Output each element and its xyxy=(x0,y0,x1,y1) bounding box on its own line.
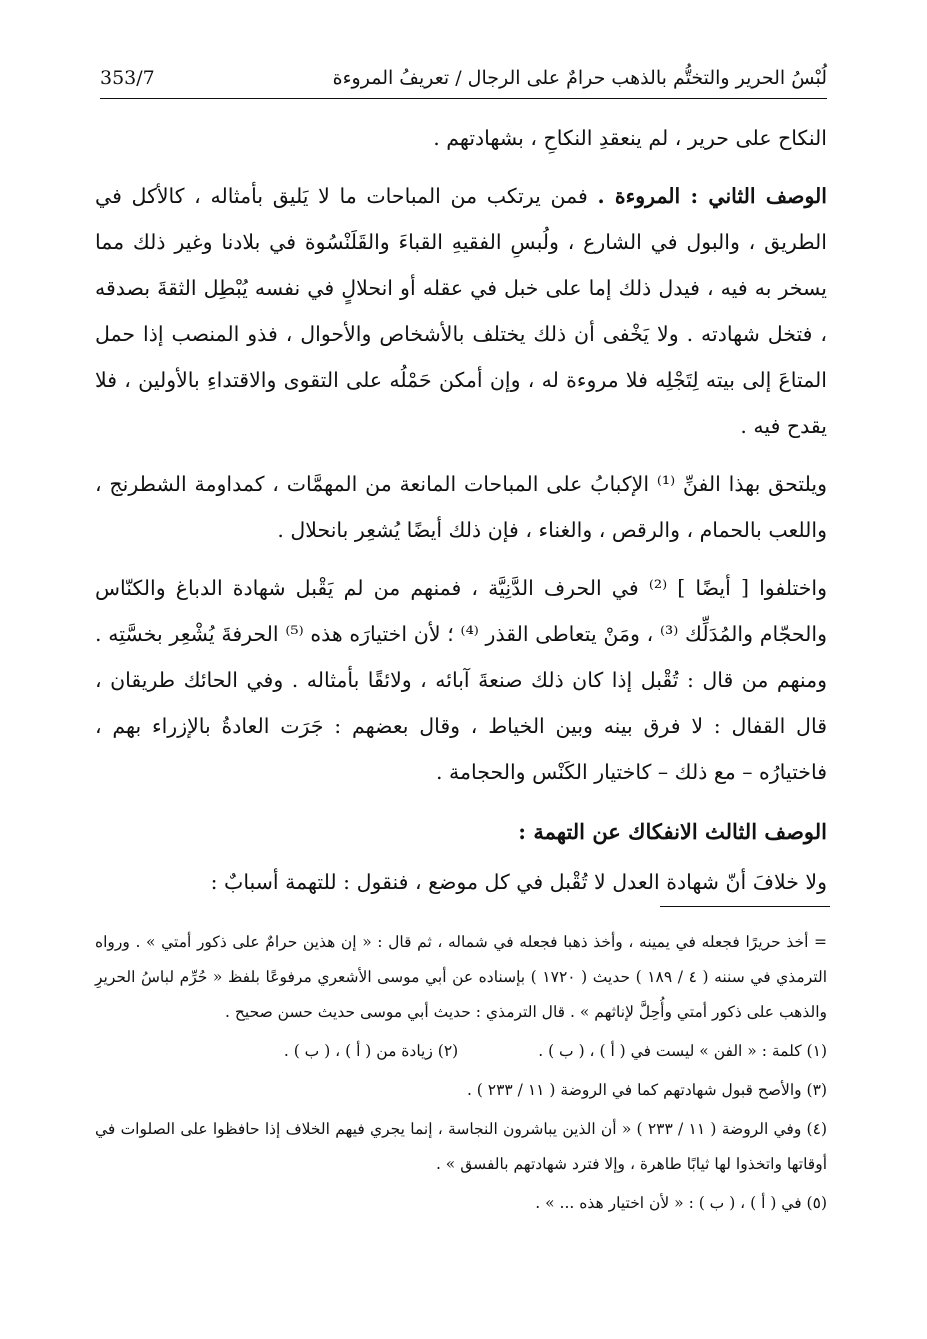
header-title: لُبْسُ الحرير والتختُّم بالذهب حرامٌ على الرجال / تعريفُ المروءة xyxy=(332,67,827,89)
footnote-3: (٣) والأصح قبول شهادتهم كما في الروضة ( ١١ / ٢٣٣ ) . xyxy=(466,1081,827,1099)
running-header xyxy=(100,60,827,99)
section-heading-muruah: الوصف الثاني : المروءة . xyxy=(597,184,827,208)
footnotes xyxy=(95,925,827,1221)
footnote-divider xyxy=(660,906,830,907)
footnote-row xyxy=(95,1034,827,1069)
page-number: 353/7 xyxy=(100,67,155,89)
paragraph-suspicion: ولا خلافَ أنّ شهادة العدل لا تُقْبل في كل موضع ، فنقول : للتهمة أسبابٌ : xyxy=(210,870,827,894)
footnote-2: (٢) زيادة من ( أ ) ، ( ب ) . xyxy=(283,1042,459,1060)
section-heading-suspicion: الوصف الثالث الانفكاك عن التهمة : xyxy=(518,819,827,844)
main-text xyxy=(95,115,827,905)
footnote-4: (٤) وفي الروضة ( ١١ / ٢٣٣ ) « أن الذين يباشرون النجاسة ، إنما يجري فيهم الخلاف إذا حافظوا على الصلوات في أوقاتها واتخذوا لها ثيابًا طاهرة ، وإلا فترد شهادتهم بالفسق » . xyxy=(95,1120,827,1173)
footnote-5: (٥) في ( أ ) ، ( ب ) : « لأن اختيار هذه ... » . xyxy=(535,1194,827,1212)
footnote-1: (١) كلمة : « الفن » ليست في ( أ ) ، ( ب ) . xyxy=(538,1042,827,1060)
paragraph-professions: واختلفوا [ أيضًا ] ⁽²⁾ في الحرف الدَّنِيَّة ، فمنهم من لم يَقْبل شهادة الدباغ والكنّاس والحجّام والمُدَلِّك ⁽³⁾ ، ومَنْ يتعاطى القذر ⁽⁴⁾ ؛ لأن اختيارَه هذه ⁽⁵⁾ الحرفةَ يُشْعِر بخسَّتِه . ومنهم من قال : تُقْبل إذا كان ذلك صنعةَ آبائه ، ولائقًا بأمثاله . وفي الحائك طريقان ، قال القفال : لا فرق بينه وبين الخياط ، وقال بعضهم : جَرَت العادةُ بالإزراء بهم ، فاختيارُه – مع ذلك – كاختيار الكَنْس والحجامة . xyxy=(95,576,827,784)
footnote-continuation: = أخذ حريرًا فجعله في يمينه ، وأخذ ذهبا فجعله في شماله ، ثم قال : « إن هذين حرامٌ على ذكور أمتي » . ورواه الترمذي في سننه ( ٤ / ١٨٩ ) حديث ( ١٧٢٠ ) بإسناده عن أبي موسى الأشعري مرفوعًا بلفظ « حُرِّم لباسُ الحريرِ والذهب على ذكور أمتي وأُحِلَّ لإناثهم » . قال الترمذي : حديث أبي موسى حديث حسن صحيح . xyxy=(95,933,827,1021)
paragraph-text: فمن يرتكب من المباحات ما لا يَليق بأمثاله ، كالأكل في الطريق ، والبول في الشارع ، ولُبسِ الفقيهِ القباءَ والقَلَنْسُوة في بلادنا وغير ذلك مما يسخر به فيه ، فيدل ذلك إما على خبل في عقله أو انحلالٍ في نفسه يُبْطِل الثقةَ بصدقه ، فتخل شهادته . ولا يَخْفى أن ذلك يختلف بالأشخاص والأحوال ، فذو المنصب إذا حمل المتاعَ إلى بيته لِتَجْلِه فلا مروءة له ، وإن أمكن حَمْلُه على التقوى والاقتداءِ بالأولين ، فلا يقدح فيه . xyxy=(95,184,827,438)
paragraph-second-quality xyxy=(95,173,827,449)
paragraph-continuation: النكاح على حرير ، لم ينعقدِ النكاحِ ، بشهادتهم . xyxy=(433,126,827,150)
paragraph-permissibles: ويلتحق بهذا الفنِّ ⁽¹⁾ الإكبابُ على المباحات المانعة من المهمَّات ، كمداومة الشطرنج ، واللعب بالحمام ، والرقص ، والغناء ، فإن ذلك أيضًا يُشعِر بانحلال . xyxy=(95,472,827,542)
